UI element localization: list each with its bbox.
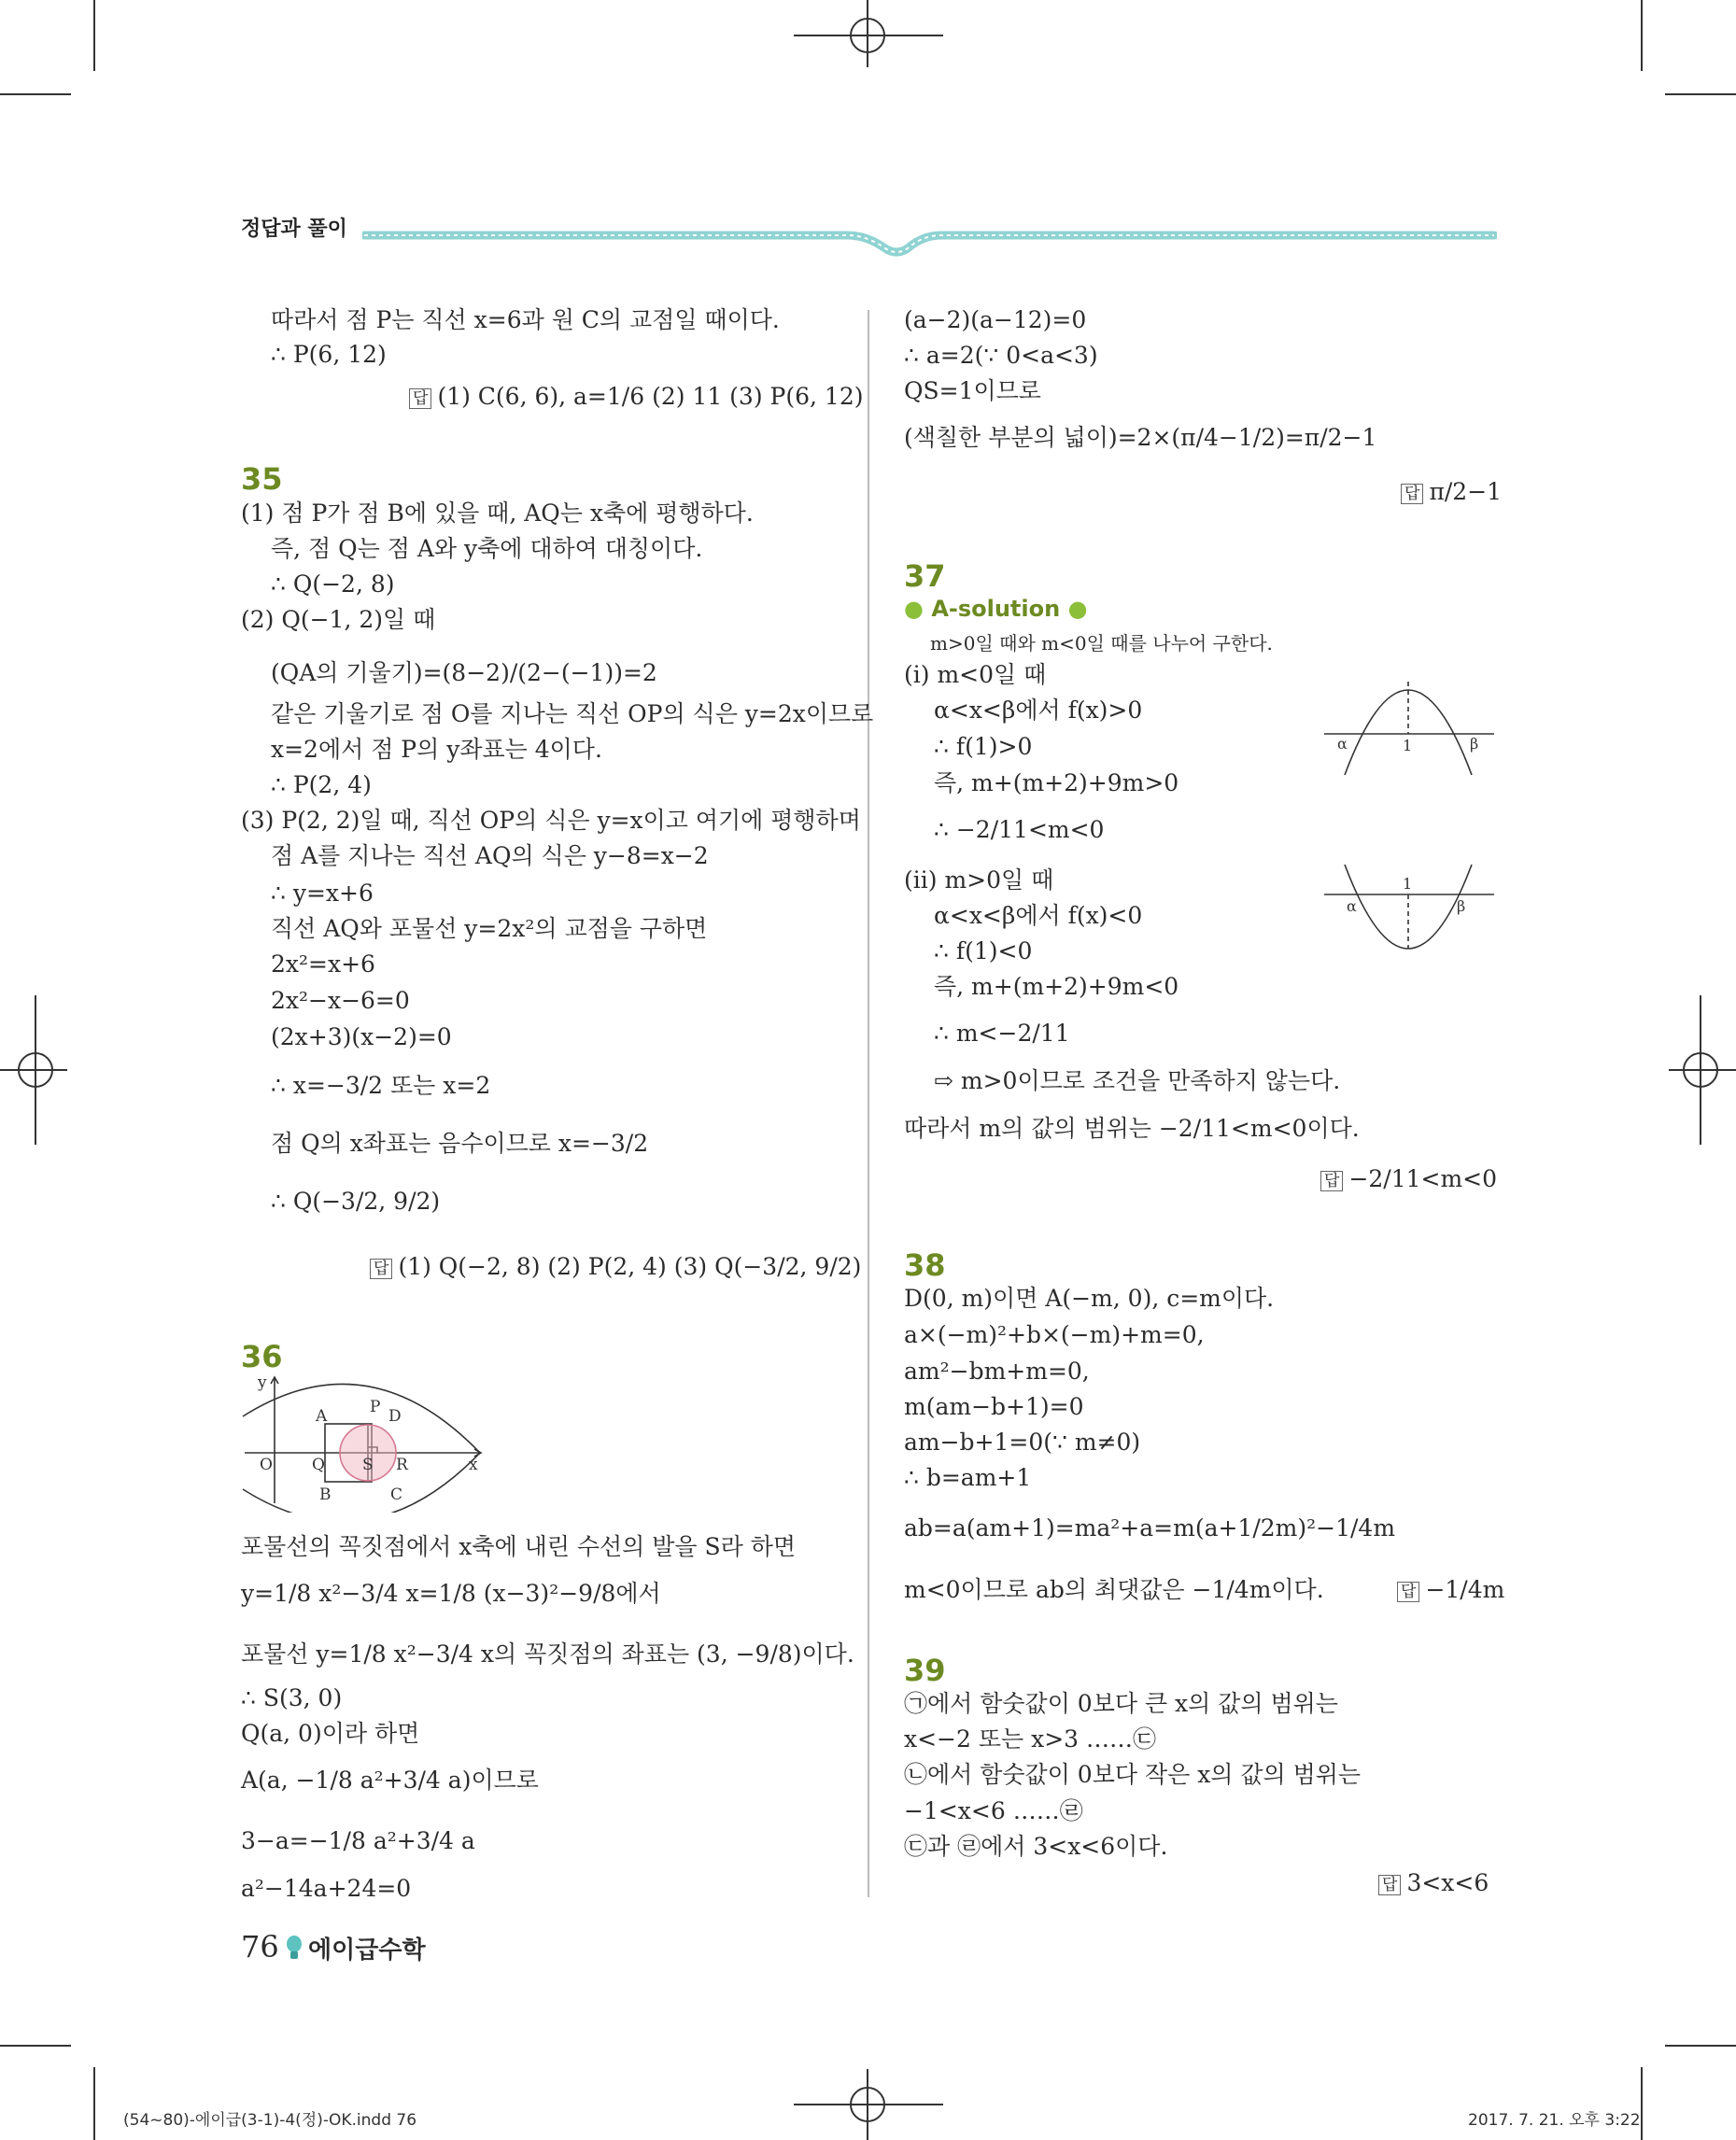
text-line: 즉, m+(m+2)+9m<0 — [934, 973, 1179, 1000]
problem-number: 35 — [241, 461, 283, 497]
answer-text: −2/11<m<0 — [1348, 1165, 1498, 1192]
text-line: ∴ f(1)>0 — [934, 733, 1033, 760]
answer-badge: 답 — [1401, 484, 1423, 504]
text-line: ∴ −2/11<m<0 — [934, 816, 1105, 843]
text-line: ㉠에서 함숫값이 0보다 큰 x의 값의 범위는 — [904, 1690, 1338, 1717]
text-line: (a−2)(a−12)=0 — [904, 306, 1087, 333]
answer-badge: 답 — [1397, 1582, 1419, 1602]
root-label: β — [1470, 735, 1479, 753]
text-line: (2x+3)(x−2)=0 — [271, 1023, 452, 1050]
file-slug: (54~80)-에이급(3-1)-4(정)-OK.indd 76 — [123, 2111, 417, 2130]
text-line: 점 A를 지나는 직선 AQ의 식은 y−8=x−2 — [271, 842, 709, 869]
point-label: R — [396, 1456, 408, 1474]
answer-text: −1/4m — [1425, 1576, 1505, 1603]
text-line: ∴ P(2, 4) — [271, 771, 372, 798]
text-line: α<x<β에서 f(x)>0 — [934, 697, 1143, 724]
answer-line — [409, 383, 863, 410]
root-label: 1 — [1403, 737, 1413, 754]
text-line: (ii) m>0일 때 — [904, 866, 1054, 894]
text-line: 따라서 m의 값의 범위는 −2/11<m<0이다. — [904, 1115, 1360, 1142]
problem-number: 36 — [241, 1339, 283, 1374]
text-line: ∴ a=2(∵ 0<a<3) — [904, 342, 1098, 369]
answer-line — [1378, 1869, 1489, 1896]
point-label: D — [388, 1407, 402, 1426]
text-line: (색칠한 부분의 넓이)=2×(π/4−1/2)=π/2−1 — [904, 424, 1377, 451]
answer-text: (1) C(6, 6), a=1/6 (2) 11 (3) P(6, 12) — [437, 383, 864, 410]
parabola-figure — [241, 1374, 486, 1513]
text-line: am²−bm+m=0, — [904, 1358, 1090, 1385]
axis-label: y — [258, 1374, 267, 1392]
text-line: ∴ f(1)<0 — [934, 937, 1033, 964]
problem-number: 37 — [904, 558, 946, 594]
text-line: (i) m<0일 때 — [904, 661, 1047, 688]
point-label: O — [260, 1456, 273, 1474]
text-line: ∴ x=−3/2 또는 x=2 — [271, 1072, 491, 1099]
text-line: ⇨ m>0이므로 조건을 만족하지 않는다. — [934, 1067, 1341, 1094]
text-line: −1<x<6 ……㉣ — [904, 1797, 1083, 1824]
print-timestamp: 2017. 7. 21. 오후 3:22 — [1468, 2111, 1641, 2130]
text-line: 즉, 점 Q는 점 A와 y축에 대하여 대칭이다. — [271, 535, 703, 562]
problem-number: 38 — [904, 1247, 946, 1283]
answer-line — [370, 1253, 861, 1280]
answer-line — [1320, 1165, 1497, 1192]
answer-line — [1397, 1576, 1504, 1603]
point-label: Q — [312, 1456, 325, 1474]
answer-text: π/2−1 — [1429, 478, 1503, 505]
text-line: a²−14a+24=0 — [241, 1875, 412, 1902]
text-line: Q(a, 0)이라 하면 — [241, 1720, 420, 1747]
answer-line — [1401, 478, 1502, 505]
answer-badge: 답 — [370, 1259, 392, 1279]
lightbulb-icon — [284, 1935, 304, 1963]
page-number: 76 — [241, 1929, 279, 1964]
a-solution-heading: ● A-solution ● — [904, 596, 1088, 622]
text-line: ∴ P(6, 12) — [271, 341, 387, 368]
section-title: 정답과 풀이 — [241, 218, 347, 241]
root-label: 1 — [1403, 875, 1413, 893]
text-line: (3) P(2, 2)일 때, 직선 OP의 식은 y=x이고 여기에 평행하며 — [241, 807, 861, 834]
root-label: β — [1457, 897, 1466, 915]
text-line: ∴ Q(−3/2, 9/2) — [271, 1188, 441, 1215]
point-label: A — [316, 1407, 328, 1426]
upward-parabola-figure — [1320, 859, 1498, 971]
axis-label: x — [469, 1456, 478, 1474]
text-line: 2x²−x−6=0 — [271, 987, 410, 1014]
problem-number: 39 — [904, 1653, 946, 1688]
text-line: D(0, m)이면 A(−m, 0), c=m이다. — [904, 1285, 1275, 1312]
text-line: 3−a=−1/8 a²+3/4 a — [241, 1827, 475, 1854]
column-divider — [868, 310, 869, 1897]
note-line: m>0일 때와 m<0일 때를 나누어 구한다. — [930, 632, 1273, 655]
text-line: A(a, −1/8 a²+3/4 a)이므로 — [241, 1767, 539, 1794]
answer-badge: 답 — [1320, 1171, 1343, 1191]
point-label: B — [319, 1485, 332, 1504]
brand-name: 에이급수학 — [308, 1936, 426, 1964]
root-label: α — [1337, 735, 1348, 753]
text-line: ∴ m<−2/11 — [934, 1020, 1070, 1047]
text-line: α<x<β에서 f(x)<0 — [934, 902, 1143, 929]
root-label: α — [1347, 897, 1357, 915]
text-line: ∴ y=x+6 — [271, 880, 374, 907]
text-line: (QA의 기울기)=(8−2)/(2−(−1))=2 — [271, 659, 657, 686]
text-line: 점 Q의 x좌표는 음수이므로 x=−3/2 — [271, 1130, 649, 1157]
text-line: x<−2 또는 x>3 ……㉢ — [904, 1725, 1156, 1753]
text-line: a×(−m)²+b×(−m)+m=0, — [904, 1321, 1205, 1348]
a-solution-label: A-solution — [931, 596, 1061, 622]
downward-parabola-figure — [1320, 663, 1498, 781]
text-line: 포물선 y=1/8 x²−3/4 x의 꼭짓점의 좌표는 (3, −9/8)이다. — [241, 1640, 854, 1668]
point-label: S — [362, 1456, 374, 1474]
point-label: C — [390, 1485, 403, 1504]
text-line: m<0이므로 ab의 최댓값은 −1/4m이다. — [904, 1576, 1324, 1603]
text-line: QS=1이므로 — [904, 377, 1041, 404]
text-line: x=2에서 점 P의 y좌표는 4이다. — [271, 736, 602, 763]
answer-badge: 답 — [1378, 1875, 1401, 1895]
text-line: 2x²=x+6 — [271, 950, 375, 978]
text-line: ∴ b=am+1 — [904, 1464, 1032, 1491]
text-line: m(am−b+1)=0 — [904, 1393, 1084, 1420]
text-line: 포물선의 꼭짓점에서 x축에 내린 수선의 발을 S라 하면 — [241, 1533, 797, 1560]
answer-badge: 답 — [409, 388, 431, 409]
text-line: ∴ S(3, 0) — [241, 1684, 343, 1711]
answer-text: (1) Q(−2, 8) (2) P(2, 4) (3) Q(−3/2, 9/2) — [398, 1253, 862, 1280]
text-line: (1) 점 P가 점 B에 있을 때, AQ는 x축에 평행하다. — [241, 500, 754, 527]
text-line: y=1/8 x²−3/4 x=1/8 (x−3)²−9/8에서 — [241, 1580, 661, 1607]
header-rule — [362, 217, 1497, 260]
text-line: 직선 AQ와 포물선 y=2x²의 교점을 구하면 — [271, 915, 708, 942]
point-label: P — [370, 1398, 381, 1416]
text-line: 따라서 점 P는 직선 x=6과 원 C의 교점일 때이다. — [271, 306, 780, 333]
text-line: 같은 기울기로 점 O를 지나는 직선 OP의 식은 y=2x이므로 — [271, 700, 874, 727]
answer-text: 3<x<6 — [1406, 1869, 1489, 1896]
text-line: am−b+1=0(∵ m≠0) — [904, 1429, 1141, 1456]
text-line: ab=a(am+1)=ma²+a=m(a+1/2m)²−1/4m — [904, 1514, 1396, 1542]
text-line: ㉢과 ㉣에서 3<x<6이다. — [904, 1833, 1168, 1860]
text-line: ㉡에서 함숫값이 0보다 작은 x의 값의 범위는 — [904, 1761, 1362, 1788]
text-line: 즉, m+(m+2)+9m>0 — [934, 769, 1179, 796]
text-line: (2) Q(−1, 2)일 때 — [241, 606, 436, 633]
text-line: ∴ Q(−2, 8) — [271, 570, 395, 598]
